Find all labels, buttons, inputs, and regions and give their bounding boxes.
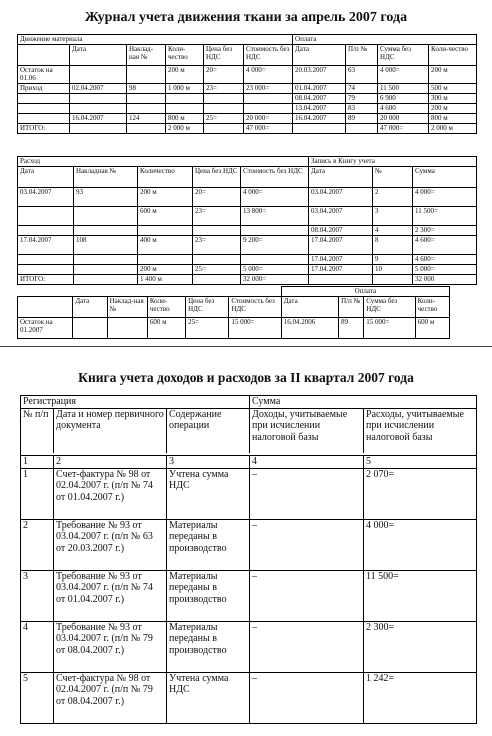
column-number-row xyxy=(21,455,477,468)
table-cell xyxy=(138,226,193,236)
table-row xyxy=(18,84,477,94)
table-cell: 4 xyxy=(373,226,413,236)
table-row xyxy=(18,66,477,84)
table-cell xyxy=(18,94,70,104)
table-cell: 2 000 м xyxy=(429,124,477,134)
table-cell: Остаток на 01.2007 xyxy=(18,318,73,339)
table-cell: 25= xyxy=(204,114,244,124)
table-cell xyxy=(193,226,241,236)
table-cell: 93 xyxy=(74,188,138,207)
table-cell: 23= xyxy=(193,236,241,255)
table-cell: 01.04.2007 xyxy=(293,84,346,94)
table-cell: 32 000= xyxy=(241,275,309,285)
table-cell: Счет-фактура № 98 от 02.04.2007 г. (п/п № 74 от 01.04.2007 г.) xyxy=(54,468,167,519)
table-cell: 800 м xyxy=(166,114,204,124)
table-cell: 20.03.2007 xyxy=(293,66,346,84)
table-cell xyxy=(241,255,309,265)
table-cell: 11 500= xyxy=(364,570,477,621)
table-cell: 2 300= xyxy=(413,226,477,236)
table-cell xyxy=(166,104,204,114)
table-cell xyxy=(18,114,70,124)
table-cell: 17.04.2007 xyxy=(18,236,74,255)
table-cell xyxy=(18,207,74,226)
table-row xyxy=(21,468,477,519)
table-cell: 600 м xyxy=(415,318,449,339)
column-header: Дата xyxy=(70,45,127,66)
table-cell: 2 xyxy=(21,519,54,570)
column-header: П/п № xyxy=(346,45,378,66)
table-cell: Учтена сумма НДС xyxy=(167,672,250,723)
table-cell: 47 000= xyxy=(378,124,429,134)
group-header-sum: Сумма xyxy=(250,396,477,409)
table-header-row xyxy=(18,167,477,188)
column-header: Наклад-ная № xyxy=(127,45,166,66)
table-cell: 3 xyxy=(373,207,413,226)
table-cell: 10 xyxy=(373,265,413,275)
table-cell: 03.04.2007 xyxy=(18,188,74,207)
column-header: Коли-чество xyxy=(429,45,477,66)
book-title: Книга учета доходов и расходов за II квартал 2007 года xyxy=(78,370,414,385)
blank-group xyxy=(18,287,282,297)
table-header-row xyxy=(18,297,450,318)
table-cell: 20 000= xyxy=(244,114,293,124)
table-cell: ИТОГО: xyxy=(18,275,74,285)
table-cell: 124 xyxy=(127,114,166,124)
table-row xyxy=(18,114,477,124)
table-cell: 400 м xyxy=(138,236,193,255)
table-row xyxy=(18,226,477,236)
table-cell xyxy=(193,255,241,265)
column-header: Дата xyxy=(309,167,373,188)
table-cell: 20 000 xyxy=(378,114,429,124)
column-header: Расходы, учитываемые при исчислении налоговой базы xyxy=(364,408,477,453)
table-row xyxy=(18,94,477,104)
table-cell: 08.04.2007 xyxy=(293,94,346,104)
table-cell: 9 200= xyxy=(241,236,309,255)
table-cell: 6 900 xyxy=(378,94,429,104)
table-row xyxy=(21,672,477,723)
table-cell: – xyxy=(250,468,364,519)
column-number: 1 xyxy=(21,455,54,468)
table-cell: 17.04.2007 xyxy=(309,255,373,265)
table-row xyxy=(18,124,477,134)
table-cell: 2 070= xyxy=(364,468,477,519)
table-cell: 5 000= xyxy=(241,265,309,275)
table-cell: 16.04.2007 xyxy=(70,114,127,124)
table-cell: 79 xyxy=(346,94,378,104)
group-header-expense: Расход xyxy=(18,157,309,167)
table-cell xyxy=(127,124,166,134)
table-cell xyxy=(127,66,166,84)
column-header: Содержание операции xyxy=(167,408,250,453)
column-header xyxy=(18,297,73,318)
table-cell xyxy=(244,94,293,104)
table-cell: 5 000= xyxy=(413,265,477,275)
table-cell: 32 000 xyxy=(413,275,477,285)
balance-table xyxy=(17,286,450,339)
table-cell xyxy=(70,66,127,84)
table-cell xyxy=(244,104,293,114)
table-row xyxy=(21,519,477,570)
table-cell: 4 000= xyxy=(378,66,429,84)
column-header: № п/п xyxy=(21,408,54,453)
table-cell: 5 xyxy=(21,672,54,723)
table-cell: 15 000= xyxy=(229,318,281,339)
column-header: Коли-чество xyxy=(415,297,449,318)
table-cell: Счет-фактура № 98 от 02.04.2007 г. (п/п № 79 от 08.04.2007 г.) xyxy=(54,672,167,723)
column-header: П/п № xyxy=(339,297,364,318)
table-cell: 63 xyxy=(346,66,378,84)
table-row xyxy=(18,236,477,255)
table-cell: ИТОГО: xyxy=(18,124,70,134)
column-number: 2 xyxy=(54,455,167,468)
table-cell xyxy=(346,124,378,134)
table-cell: 8 xyxy=(373,236,413,255)
material-movement-table xyxy=(17,34,477,134)
table-cell xyxy=(74,226,138,236)
table-cell: 300 м xyxy=(429,94,477,104)
table-cell: Учтена сумма НДС xyxy=(167,468,250,519)
table-row xyxy=(18,255,477,265)
table-cell xyxy=(241,226,309,236)
table-row xyxy=(18,265,477,275)
table-cell: 83 xyxy=(346,104,378,114)
table-cell xyxy=(127,94,166,104)
table-cell: 03.04.2007 xyxy=(309,188,373,207)
table-cell: Остаток на 01.06 xyxy=(18,66,70,84)
column-header: Дата xyxy=(73,297,107,318)
group-header-payment: Оплата xyxy=(281,287,449,297)
column-number: 3 xyxy=(167,455,250,468)
table-cell: 200 м xyxy=(429,66,477,84)
column-header: Цена без НДС xyxy=(204,45,244,66)
table-cell: Требование № 93 от 03.04.2007 г. (п/п № 79 от 08.04.2007 г.) xyxy=(54,621,167,672)
table-cell: 1 400 м xyxy=(138,275,193,285)
table-cell xyxy=(309,275,373,285)
column-header xyxy=(18,45,70,66)
table-cell: 4 000= xyxy=(241,188,309,207)
table-cell: 200 м xyxy=(138,265,193,275)
income-expense-book-table xyxy=(20,395,477,724)
table-cell: 98 xyxy=(127,84,166,94)
table-cell: – xyxy=(250,672,364,723)
table-cell xyxy=(166,94,204,104)
table-cell: 108 xyxy=(74,236,138,255)
table-cell xyxy=(204,104,244,114)
table-cell xyxy=(373,275,413,285)
table-cell: 4 000= xyxy=(244,66,293,84)
column-header: Цена без НДС xyxy=(186,297,229,318)
table-cell xyxy=(74,207,138,226)
table-cell: 4 xyxy=(21,621,54,672)
column-header: № xyxy=(373,167,413,188)
column-header: Стоимость без НДС xyxy=(241,167,309,188)
table-cell xyxy=(138,255,193,265)
table-cell: 1 242= xyxy=(364,672,477,723)
table-cell: 600 м xyxy=(147,318,185,339)
column-header: Дата xyxy=(18,167,74,188)
table-cell: Материалы переданы в производство xyxy=(167,519,250,570)
group-header-book-record: Запись в Книгу учета xyxy=(309,157,477,167)
column-number: 4 xyxy=(250,455,364,468)
table-cell xyxy=(204,124,244,134)
table-cell xyxy=(70,94,127,104)
group-header-movement: Движение материала xyxy=(18,35,293,45)
table-cell xyxy=(107,318,147,339)
table-cell: 03.04.2007 xyxy=(309,207,373,226)
table-cell: 1 000 м xyxy=(166,84,204,94)
table-cell: 20= xyxy=(193,188,241,207)
table-cell: – xyxy=(250,570,364,621)
table-row xyxy=(18,207,477,226)
table-cell xyxy=(18,104,70,114)
table-cell: 1 xyxy=(21,468,54,519)
table-row xyxy=(18,275,477,285)
table-cell: 2 xyxy=(373,188,413,207)
group-header-payment: Оплата xyxy=(293,35,477,45)
journal-title: Журнал учета движения ткани за апрель 2007 года xyxy=(84,10,408,25)
column-header: Сумма без НДС xyxy=(364,297,415,318)
table-cell: 74 xyxy=(346,84,378,94)
column-header: Доходы, учитываемые при исчислении налоговой базы xyxy=(250,408,364,453)
column-header: Коли-чество xyxy=(166,45,204,66)
table-header-row xyxy=(18,45,477,66)
table-row xyxy=(18,318,450,339)
table-cell: 200 м xyxy=(166,66,204,84)
column-header: Количество xyxy=(138,167,193,188)
column-header: Дата и номер первичного документа xyxy=(54,408,167,453)
column-header: Дата xyxy=(293,45,346,66)
table-cell: 9 xyxy=(373,255,413,265)
table-cell: 13.04.2007 xyxy=(293,104,346,114)
table-cell: Материалы переданы в производство xyxy=(167,570,250,621)
column-header: Стоимость без НДС xyxy=(244,45,293,66)
table-cell: Требование № 93 от 03.04.2007 г. (п/п № 63 от 20.03.2007 г.) xyxy=(54,519,167,570)
table-cell: 4 600= xyxy=(413,236,477,255)
material-expense-table xyxy=(17,156,477,285)
table-cell: 23= xyxy=(193,207,241,226)
table-cell xyxy=(73,318,107,339)
table-cell: 17.04.2007 xyxy=(309,236,373,255)
table-cell xyxy=(18,226,74,236)
group-header-registration: Регистрация xyxy=(21,396,250,409)
table-cell: – xyxy=(250,621,364,672)
table-cell: 20= xyxy=(204,66,244,84)
table-cell xyxy=(74,255,138,265)
table-cell: 89 xyxy=(339,318,364,339)
column-header: Коли-чество xyxy=(147,297,185,318)
column-header: Сумма xyxy=(413,167,477,188)
column-header: Накладная № xyxy=(74,167,138,188)
table-cell xyxy=(127,104,166,114)
table-header-row xyxy=(21,408,477,453)
table-cell: Приход xyxy=(18,84,70,94)
table-cell: 16.04.2006 xyxy=(281,318,338,339)
table-cell: 23 000= xyxy=(244,84,293,94)
column-number: 5 xyxy=(364,455,477,468)
table-cell: 3 xyxy=(21,570,54,621)
column-header: Дата xyxy=(281,297,338,318)
table-row xyxy=(18,104,477,114)
table-cell: 500 м xyxy=(429,84,477,94)
table-cell xyxy=(74,265,138,275)
table-cell: 25= xyxy=(193,265,241,275)
table-cell xyxy=(293,124,346,134)
column-header: Стоимость без НДС xyxy=(229,297,281,318)
column-header: Сумма без НДС xyxy=(378,45,429,66)
table-cell xyxy=(18,265,74,275)
table-cell: 4 000= xyxy=(413,188,477,207)
table-cell: 16.04.2007 xyxy=(293,114,346,124)
table-cell: 08.04.2007 xyxy=(309,226,373,236)
table-cell xyxy=(204,94,244,104)
table-cell: 600 м xyxy=(138,207,193,226)
table-cell: 89 xyxy=(346,114,378,124)
table-cell: 25= xyxy=(186,318,229,339)
table-cell: 17.04.2007 xyxy=(309,265,373,275)
table-cell xyxy=(70,104,127,114)
table-cell: – xyxy=(250,519,364,570)
table-cell: Требование № 93 от 03.04.2007 г. (п/п № 74 от 01.04.2007 г.) xyxy=(54,570,167,621)
column-header: Цена без НДС xyxy=(193,167,241,188)
table-cell xyxy=(70,124,127,134)
table-cell: 23= xyxy=(204,84,244,94)
table-cell: 02.04.2007 xyxy=(70,84,127,94)
table-cell: 11 500= xyxy=(413,207,477,226)
table-cell: 4 000= xyxy=(364,519,477,570)
table-cell: 200 м xyxy=(138,188,193,207)
table-cell: 13 800= xyxy=(241,207,309,226)
table-cell: 11 500 xyxy=(378,84,429,94)
table-cell: 800 м xyxy=(429,114,477,124)
table-cell xyxy=(18,255,74,265)
section-divider xyxy=(0,346,492,347)
table-cell: 200 м xyxy=(429,104,477,114)
table-cell: 4 600 xyxy=(378,104,429,114)
table-cell: Материалы переданы в производство xyxy=(167,621,250,672)
table-cell: 4 600= xyxy=(413,255,477,265)
table-row xyxy=(21,621,477,672)
table-row xyxy=(18,188,477,207)
table-cell xyxy=(193,275,241,285)
table-cell: 2 000 м xyxy=(166,124,204,134)
column-header: Наклад-ная № xyxy=(107,297,147,318)
table-cell xyxy=(74,275,138,285)
table-cell: 47 000= xyxy=(244,124,293,134)
table-row xyxy=(21,570,477,621)
table-cell: 2 300= xyxy=(364,621,477,672)
table-cell: 15 000= xyxy=(364,318,415,339)
